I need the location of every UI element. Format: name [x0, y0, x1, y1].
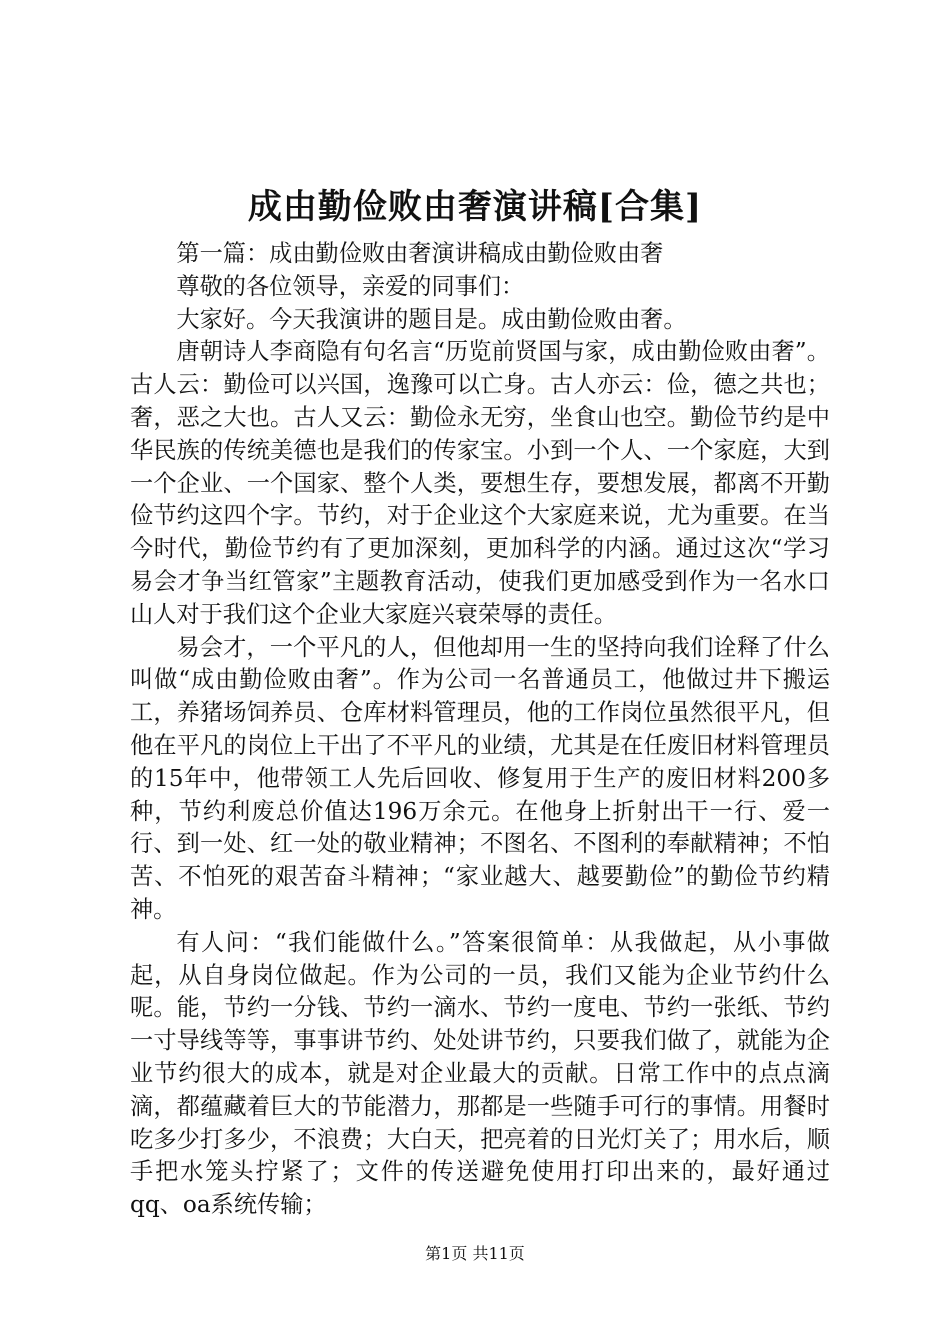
document-body: [130, 238, 830, 1222]
paragraph: 唐朝诗人李商隐有句名言“历览前贤国与家，成由勤俭败由奢”。古人云：勤俭可以兴国，逸豫可以亡身。古人亦云：俭，德之共也；奢，恶之大也。古人又云：勤俭永无穷，坐食山也空。勤俭节约是中华民族的传统美德也是我们的传家宝。小到一个人、一个家庭，大到一个企业、一个国家、整个人类，要想生存，要想发展，都离不开勤俭节约这四个字。节约，对于企业这个大家庭来说，尤为重要。在当今时代，勤俭节约有了更加深刻，更加科学的内涵。通过这次“学习易会才争当红管家”主题教育活动，使我们更加感受到作为一名水口山人对于我们这个企业大家庭兴衰荣辱的责任。: [130, 338, 830, 628]
document-title: 成由勤俭败由奢演讲稿[合集]: [247, 187, 703, 227]
page-number-footer: 第1页 共11页: [425, 1244, 525, 1263]
paragraph-greeting: 大家好。今天我演讲的题目是。成由勤俭败由奢。: [176, 305, 687, 333]
paragraph: 有人问：“我们能做什么。”答案很简单：从我做起，从小事做起，从自身岗位做起。作为公司的一员，我们又能为企业节约什么呢。能，节约一分钱、节约一滴水、节约一度电、节约一张纸、节约一寸导线等等，事事讲节约、处处讲节约，只要我们做了，就能为企业节约很大的成本，就是对企业最大的贡献。日常工作中的点点滴滴，都蕴藏着巨大的节能潜力，那都是一些随手可行的事情。用餐时吃多少打多少，不浪费；大白天，把亮着的日光灯关了；用水后，顺手把水笼头拧紧了；文件的传送避免使用打印出来的，最好通过qq、oa系统传输；: [130, 928, 830, 1219]
paragraph: 易会才，一个平凡的人，但他却用一生的坚持向我们诠释了什么叫做“成由勤俭败由奢”。作为公司一名普通员工，他做过井下搬运工，养猪场饲养员、仓库材料管理员，他的工作岗位虽然很平凡，但他在平凡的岗位上干出了不平凡的业绩，尤其是在任废旧材料管理员的15年中，他带领工人先后回收、修复用于生产的废旧材料200多种，节约利废总价值达196万余元。在他身上折射出干一行、爱一行、到一处、红一处的敬业精神；不图名、不图利的奉献精神；不怕苦、不怕死的艰苦奋斗精神；“家业越大、越要勤俭”的勤俭节约精神。: [130, 633, 830, 923]
paragraph-salutation: 尊敬的各位领导，亲爱的同事们：: [176, 272, 525, 300]
paragraph-heading: 第一篇：成由勤俭败由奢演讲稿成由勤俭败由奢: [176, 240, 664, 267]
